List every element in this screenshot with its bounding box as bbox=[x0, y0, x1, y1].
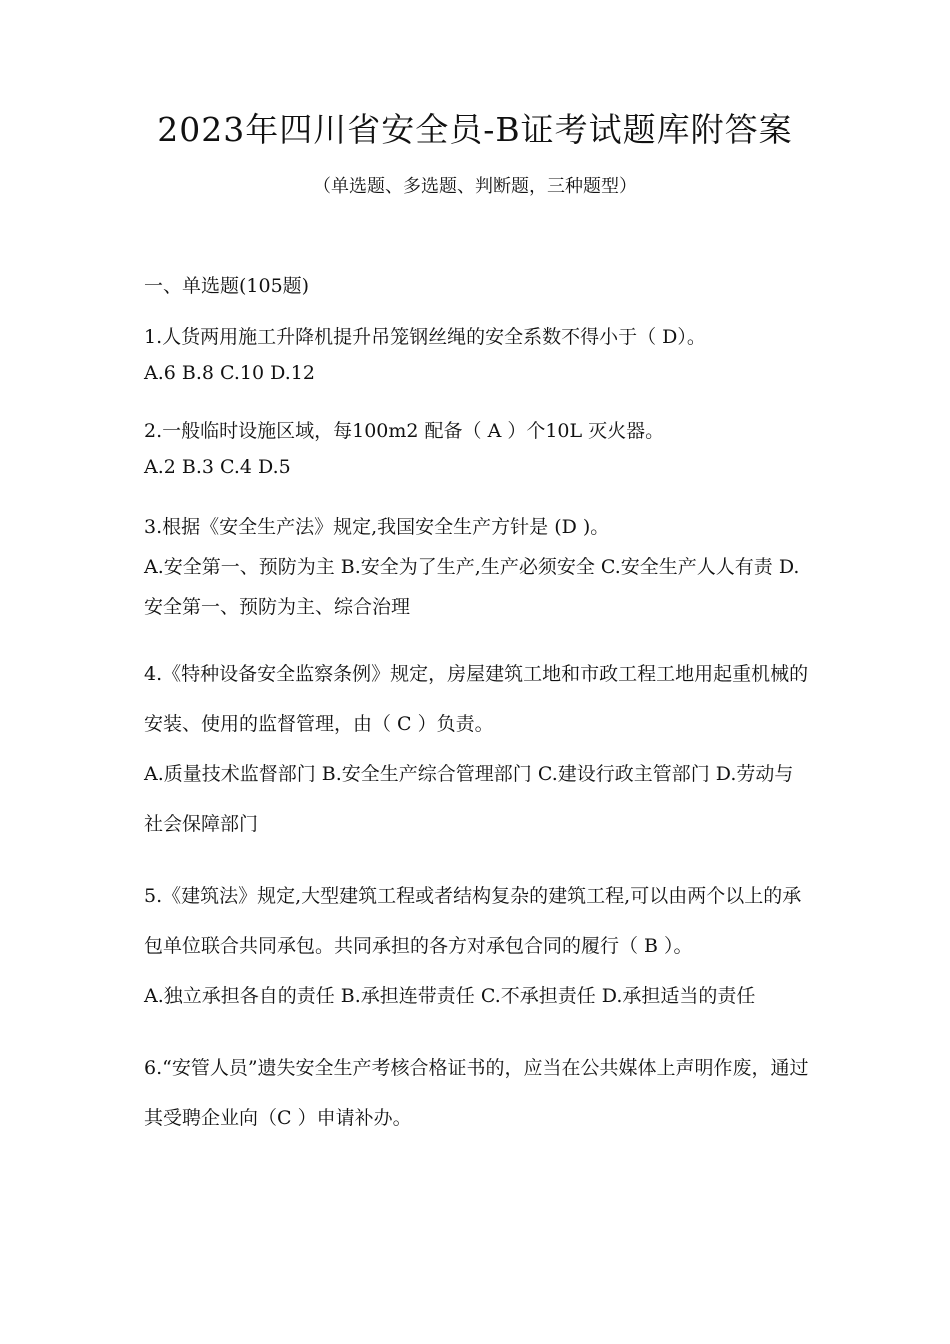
question-stem: 6.“安管人员”遗失安全生产考核合格证书的，应当在公共媒体上声明作废，通过其受聘企业向（C ）申请补办。 bbox=[144, 1057, 809, 1129]
section-heading: 一、单选题(105题) bbox=[144, 275, 310, 297]
question-2 bbox=[144, 413, 812, 485]
question-stem: 1.人货两用施工升降机提升吊笼钢丝绳的安全系数不得小于（ D）。 bbox=[144, 326, 706, 348]
question-options: A.质量技术监督部门 B.安全生产综合管理部门 C.建设行政主管部门 D.劳动与社会保障部门 bbox=[144, 763, 794, 835]
question-stem: 4.《特种设备安全监察条例》规定，房屋建筑工地和市政工程工地用起重机械的安装、使用的监督管理，由（ C ）负责。 bbox=[144, 663, 809, 735]
question-stem: 2.一般临时设施区域，每100m2 配备（ A ）个10L 灭火器。 bbox=[144, 420, 665, 442]
question-4 bbox=[144, 649, 812, 849]
question-options: A.2 B.3 C.4 D.5 bbox=[144, 456, 291, 478]
document-subtitle: （单选题、多选题、判断题，三种题型） bbox=[313, 176, 637, 197]
question-3 bbox=[144, 507, 812, 627]
question-5 bbox=[144, 871, 812, 1021]
question-6 bbox=[144, 1043, 812, 1143]
document-title: 2023年四川省安全员-B证考试题库附答案 bbox=[157, 110, 793, 149]
question-stem: 3.根据《安全生产法》规定,我国安全生产方针是 (D )。 bbox=[144, 516, 610, 538]
document-body bbox=[144, 270, 812, 1165]
question-options: A.安全第一、预防为主 B.安全为了生产,生产必须安全 C.安全生产人人有责 D.安全第一、预防为主、综合治理 bbox=[144, 556, 800, 618]
question-stem: 5.《建筑法》规定,大型建筑工程或者结构复杂的建筑工程,可以由两个以上的承包单位联合共同承包。共同承担的各方对承包合同的履行（ B ）。 bbox=[144, 885, 802, 957]
question-options: A.6 B.8 C.10 D.12 bbox=[144, 362, 315, 384]
question-options: A.独立承担各自的责任 B.承担连带责任 C.不承担责任 D.承担适当的责任 bbox=[144, 985, 756, 1007]
question-1 bbox=[144, 319, 812, 391]
